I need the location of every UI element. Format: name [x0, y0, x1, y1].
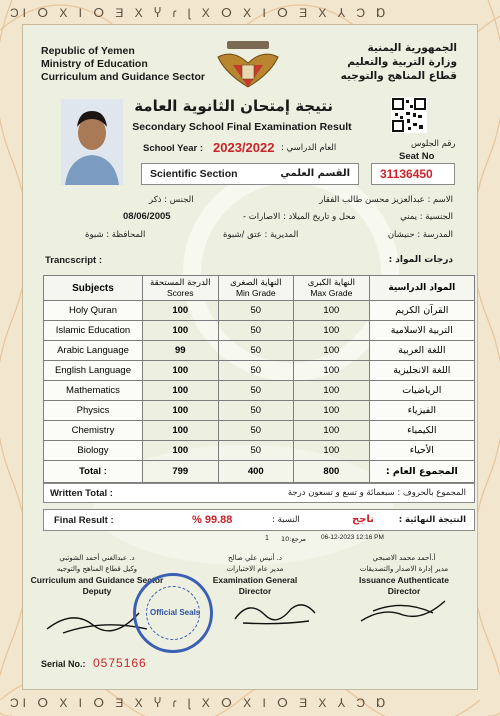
written-total-box	[43, 483, 475, 503]
subject-en: Chemistry	[44, 421, 143, 441]
title-ar: نتيجة إمتحان الثانوية العامة	[134, 97, 333, 115]
stamp-text: Official Seals	[150, 608, 201, 617]
section-en: Scientific Section	[150, 168, 238, 180]
student-birth-date: 08/06/2005	[123, 211, 171, 222]
score: 100	[142, 361, 218, 381]
signature-2-scribble	[229, 595, 319, 629]
max-grade: 100	[294, 341, 370, 361]
subject-en: Arabic Language	[44, 341, 143, 361]
max-grade: 100	[294, 381, 370, 401]
total-label-ar: المجموع العام :	[369, 461, 474, 483]
student-birth-place: محل و تاريخ الميلاد : الاصارات -	[243, 212, 356, 222]
student-district: المديرية : عتق /شبوة	[223, 230, 299, 240]
header-ministry-ar: وزارة التربية والتعليم	[347, 56, 457, 68]
subject-en: Mathematics	[44, 381, 143, 401]
certificate-body	[22, 24, 478, 690]
subject-ar: الكيمياء	[369, 421, 474, 441]
header-sector: Curriculum and Guidance Sector	[41, 71, 205, 83]
signatory-1-name: د. عبدالغني أحمد الشوتبي	[59, 554, 135, 562]
min-grade: 50	[218, 361, 294, 381]
min-grade: 50	[218, 381, 294, 401]
table-row	[44, 301, 475, 321]
final-result-label: Final Result :	[54, 515, 114, 526]
total-label-en: Total :	[44, 461, 143, 483]
max-grade: 100	[294, 421, 370, 441]
header-sector-ar: قطاع المناهج والتوجيه	[340, 70, 457, 82]
table-header-row	[44, 276, 475, 301]
signatory-1-title-en: Curriculum and Guidance Sector Deputy	[30, 575, 164, 596]
header-max	[294, 276, 370, 301]
header-subjects-ar: المواد الدراسية	[369, 276, 474, 301]
school-year-label: School Year :	[143, 143, 204, 154]
signatory-2-title-ar: مدير عام الاختبارات	[226, 565, 284, 573]
title-en: Secondary School Final Examination Result	[132, 121, 352, 133]
print-datetime: 06-12-2023 12:16 PM	[321, 534, 384, 541]
header-subjects-en: Subjects	[44, 276, 143, 301]
max-grade: 100	[294, 301, 370, 321]
seat-label-en: Seat No	[399, 151, 435, 162]
subject-ar: الرياضيات	[369, 381, 474, 401]
written-total-label: Written Total :	[50, 488, 113, 499]
serial-label: Serial No.:	[41, 659, 86, 669]
signatory-3-name: أ.أحمد محمد الاصبحي	[372, 554, 436, 562]
header-min-ar: النهاية الصغرى	[230, 278, 282, 288]
min-grade: 50	[218, 401, 294, 421]
total-score: 799	[142, 461, 218, 483]
max-grade: 100	[294, 321, 370, 341]
signatory-3-title-ar: مدير إدارة الاصدار والتصديقات	[359, 565, 449, 573]
qr-code	[391, 97, 427, 133]
subject-en: Physics	[44, 401, 143, 421]
section-box	[141, 163, 359, 185]
signatory-2-title-en: Examination General Director	[212, 575, 298, 596]
header-max-en: Max Grade	[310, 288, 353, 298]
header-right-ar	[341, 41, 457, 83]
student-school: المدرسة : حنيشان	[387, 230, 453, 240]
score: 100	[142, 321, 218, 341]
table-row	[44, 341, 475, 361]
header-max-ar: النهاية الكبرى	[307, 278, 355, 288]
min-grade: 50	[218, 341, 294, 361]
total-min: 400	[218, 461, 294, 483]
table-row	[44, 361, 475, 381]
border-pattern-bottom: ƆI ⵔ X I ⵔ Ǝ X Ⴤ ɾ ɭ X ⵔ X I ⵔ Ǝ X ⅄ Ɔ Ɒ	[10, 696, 390, 710]
header-scores	[142, 276, 218, 301]
subject-ar: الفيزياء	[369, 401, 474, 421]
student-name: الاسم : عبدالعزيز محسن طالب الفقار	[319, 195, 453, 205]
min-grade: 50	[218, 441, 294, 461]
score: 100	[142, 441, 218, 461]
subject-en: English Language	[44, 361, 143, 381]
score: 100	[142, 401, 218, 421]
written-total-ar: المجموع بالحروف : سبعمائة و تسع و تسعون درجة	[287, 488, 466, 498]
header-republic-ar: الجمهورية اليمنية	[367, 42, 457, 54]
header-left-en	[41, 45, 205, 84]
min-grade: 50	[218, 321, 294, 341]
student-nationality: الجنسية : يمني	[400, 212, 453, 222]
subject-ar: اللغة العربية	[369, 341, 474, 361]
final-status: ناجح	[352, 514, 374, 525]
header-min-en: Min Grade	[235, 288, 276, 298]
school-year-label-ar: العام الدراسي :	[281, 143, 337, 153]
subject-ar: القرآن الكريم	[369, 301, 474, 321]
signatory-3-title-en: Issuance Authenticate Director	[359, 575, 449, 596]
subject-en: Islamic Education	[44, 321, 143, 341]
final-percent-label-ar: النسبة :	[272, 515, 300, 525]
seat-number: 31136450	[380, 167, 433, 181]
score: 100	[142, 421, 218, 441]
max-grade: 100	[294, 361, 370, 381]
student-governorate: المحافظة : شبوة	[85, 230, 146, 240]
table-row	[44, 401, 475, 421]
signature-3-scribble	[353, 591, 453, 631]
final-percent: % 99.88	[192, 514, 233, 526]
final-result-label-ar: النتيجة النهائية :	[398, 515, 466, 525]
subject-ar: اللغة الانجليزية	[369, 361, 474, 381]
seat-number-box	[371, 163, 455, 185]
serial-number: 0575166	[93, 656, 147, 670]
print-ref: مرجع:10	[281, 535, 307, 543]
transcript-label-ar: درجات المواد :	[388, 255, 453, 265]
official-stamp	[133, 573, 213, 653]
table-row	[44, 421, 475, 441]
subject-ar: التربية الاسلامية	[369, 321, 474, 341]
table-row	[44, 321, 475, 341]
signatory-2-name: د. أنيس علي صالح	[227, 554, 282, 562]
header-scores-ar: الدرجة المستحقة	[150, 278, 211, 288]
section-ar: القسم العلمي	[280, 168, 350, 179]
school-year-value: 2023/2022	[213, 140, 275, 155]
seat-label-ar: رقم الجلوس	[411, 139, 456, 149]
header-republic: Republic of Yemen	[41, 45, 135, 57]
max-grade: 100	[294, 441, 370, 461]
total-max: 800	[294, 461, 370, 483]
header-scores-en: Scores	[167, 288, 194, 298]
max-grade: 100	[294, 401, 370, 421]
subject-en: Holy Quran	[44, 301, 143, 321]
border-pattern-top: ƆI ⵔ X I ⵔ Ǝ X Ⴤ ɾ ɭ X ⵔ X I ⵔ Ǝ X ⅄ Ɔ Ɒ	[10, 6, 390, 20]
score: 99	[142, 341, 218, 361]
student-photo	[61, 99, 123, 185]
print-page: 1	[265, 535, 269, 542]
total-row	[44, 461, 475, 483]
subject-en: Biology	[44, 441, 143, 461]
header-ministry: Ministry of Education	[41, 58, 148, 70]
student-gender: الجنس : ذكر	[149, 195, 194, 205]
grades-table	[43, 275, 475, 483]
score: 100	[142, 381, 218, 401]
min-grade: 50	[218, 301, 294, 321]
table-row	[44, 381, 475, 401]
yemen-eagle-emblem	[213, 39, 283, 93]
score: 100	[142, 301, 218, 321]
subject-ar: الأحياء	[369, 441, 474, 461]
signatory-1-title-ar: وكيل قطاع المناهج والتوجيه	[56, 565, 138, 573]
transcript-label: Trancscript :	[45, 255, 103, 266]
final-result-box	[43, 509, 475, 531]
min-grade: 50	[218, 421, 294, 441]
table-row	[44, 441, 475, 461]
header-min	[218, 276, 294, 301]
